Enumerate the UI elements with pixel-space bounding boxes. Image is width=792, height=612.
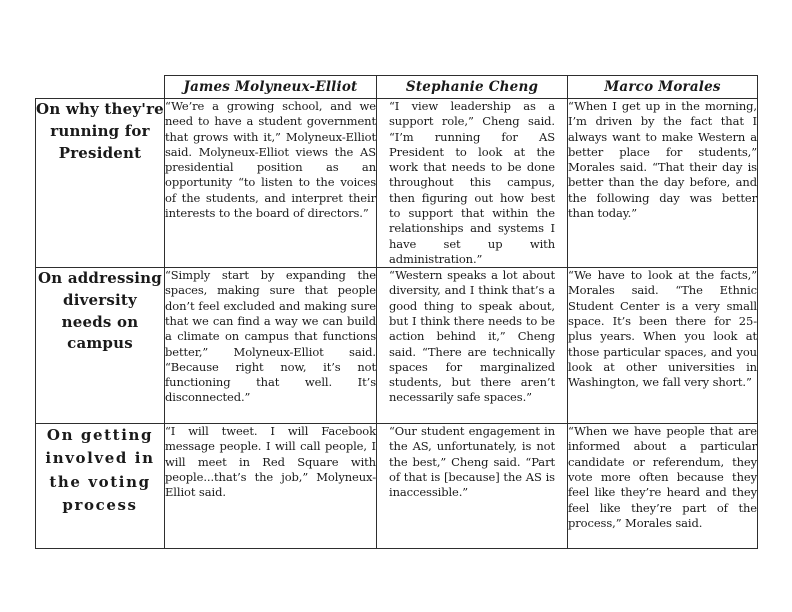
quote-james-voting: “I will tweet. I will Facebook message people. I will call people, I will meet in Red Square with people...that’s the job,” Molyneux-Elliot said. <box>165 424 377 549</box>
table-row <box>36 424 758 549</box>
candidate-comparison-table <box>35 75 758 549</box>
quote-cheng-why-running: “I view leadership as a support role,” Cheng said. “I’m running for AS President to look at the work that needs to be done throughout this campus, then figuring out how best to support that within the relationships and systems I have set up with administration.” <box>377 99 568 268</box>
quote-morales-diversity: “We have to look at the facts,” Morales said. “The Ethnic Student Center is a very small space. It’s been there for 25-plus years. When you look at those particular spaces, and you look at other universities in Washington, we fall very short.” <box>568 268 758 424</box>
header-row <box>36 76 758 99</box>
quote-morales-voting: “When we have people that are informed about a particular candidate or referendum, they vote more often because they feel like they’re heard and they feel like they’re part of the process,” Morales said. <box>568 424 758 549</box>
row-label-diversity-needs: On addressing diversity needs on campus <box>36 268 165 424</box>
table-row <box>36 268 758 424</box>
corner-spacer <box>36 76 165 99</box>
column-header-marco-morales: Marco Morales <box>568 76 758 99</box>
quote-james-why-running: “We’re a growing school, and we need to have a student government that grows with it,” Molyneux-Elliot said. Molyneux-Elliot views the AS presidential position as an opportunity “to listen to the voices of the students, and interpret their interests to the board of directors.” <box>165 99 377 268</box>
column-header-stephanie-cheng: Stephanie Cheng <box>377 76 568 99</box>
quote-james-diversity: “Simply start by expanding the spaces, making sure that people don’t feel excluded and making sure that we can find a way we can build a climate on campus that functions better,” Molyneux-Elliot said. “Because right now, it’s not functioning that well. It’s disconnected.” <box>165 268 377 424</box>
quote-cheng-voting: “Our student engagement in the AS, unfortunately, is not the best,” Cheng said. “Part of that is [because] the AS is inaccessible.” <box>377 424 568 549</box>
quote-cheng-diversity: “Western speaks a lot about diversity, and I think that’s a good thing to speak about, but I think there needs to be action behind it,” Cheng said. “There are technically spaces for marginalized students, but there aren’t necessarily safe spaces.” <box>377 268 568 424</box>
row-label-why-running: On why they're running for President <box>36 99 165 268</box>
table-row <box>36 99 758 268</box>
column-header-james-molyneux-elliot: James Molyneux-Elliot <box>165 76 377 99</box>
row-label-voting-process: On getting involved in the voting process <box>36 424 165 549</box>
quote-morales-why-running: “When I get up in the morning, I’m driven by the fact that I always want to make Western a better place for students,” Morales said. “That their day is better than the day before, and the following day was better than today.” <box>568 99 758 268</box>
